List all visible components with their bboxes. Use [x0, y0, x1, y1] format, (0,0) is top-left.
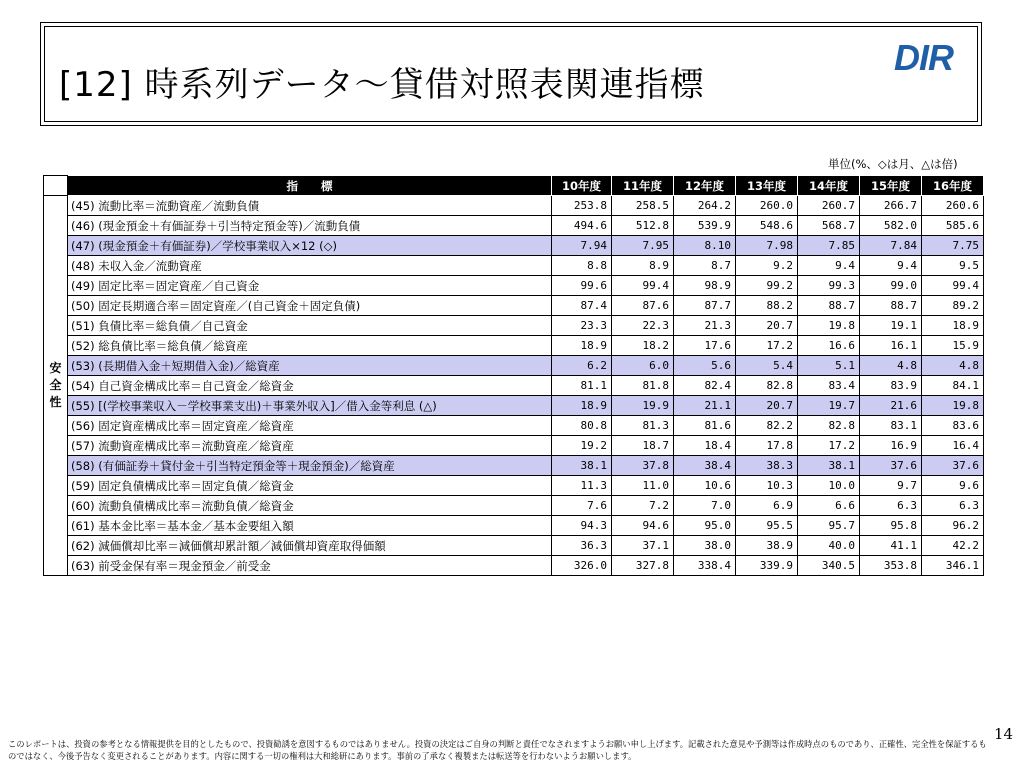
value-cell: 41.1 — [860, 536, 922, 556]
year-header: 16年度 — [922, 176, 984, 196]
value-cell: 37.6 — [922, 456, 984, 476]
title-inner-frame — [44, 26, 978, 122]
value-cell: 338.4 — [674, 556, 736, 576]
value-cell: 42.2 — [922, 536, 984, 556]
value-cell: 20.7 — [736, 396, 798, 416]
value-cell: 339.9 — [736, 556, 798, 576]
dir-logo-text: DIR — [894, 37, 953, 77]
indicator-label: (63) 前受金保有率＝現金預金／前受金 — [68, 556, 552, 576]
indicator-label: (47) (現金預金＋有価証券)／学校事業収入×12 (◇) — [68, 236, 552, 256]
value-cell: 260.6 — [922, 196, 984, 216]
value-cell: 88.7 — [860, 296, 922, 316]
indicator-label: (55) [(学校事業収入－学校事業支出)＋事業外収入]／借入金等利息 (△) — [68, 396, 552, 416]
value-cell: 18.4 — [674, 436, 736, 456]
value-cell: 23.3 — [552, 316, 612, 336]
value-cell: 87.6 — [612, 296, 674, 316]
value-cell: 17.6 — [674, 336, 736, 356]
value-cell: 19.2 — [552, 436, 612, 456]
value-cell: 10.0 — [798, 476, 860, 496]
dir-logo — [892, 37, 968, 77]
unit-note: 単位(%、◇は月、△は倍) — [828, 157, 958, 171]
table-row — [44, 556, 984, 576]
table-row — [44, 356, 984, 376]
indicator-table — [43, 175, 984, 576]
value-cell: 99.6 — [552, 276, 612, 296]
value-cell: 15.9 — [922, 336, 984, 356]
value-cell: 95.7 — [798, 516, 860, 536]
value-cell: 9.5 — [922, 256, 984, 276]
table-row — [44, 216, 984, 236]
value-cell: 7.95 — [612, 236, 674, 256]
value-cell: 20.7 — [736, 316, 798, 336]
category-char: 安 — [49, 361, 62, 375]
value-cell: 327.8 — [612, 556, 674, 576]
indicator-label: (48) 未収入金／流動資産 — [68, 256, 552, 276]
table-row — [44, 296, 984, 316]
value-cell: 19.7 — [798, 396, 860, 416]
indicator-label: (62) 減価償却比率＝減価償却累計額／減価償却資産取得価額 — [68, 536, 552, 556]
value-cell: 7.75 — [922, 236, 984, 256]
title-frame — [40, 22, 982, 126]
value-cell: 87.7 — [674, 296, 736, 316]
value-cell: 9.4 — [860, 256, 922, 276]
value-cell: 98.9 — [674, 276, 736, 296]
value-cell: 10.3 — [736, 476, 798, 496]
value-cell: 18.9 — [922, 316, 984, 336]
value-cell: 10.6 — [674, 476, 736, 496]
value-cell: 11.3 — [552, 476, 612, 496]
table-row — [44, 376, 984, 396]
value-cell: 88.7 — [798, 296, 860, 316]
table-row — [44, 336, 984, 356]
value-cell: 83.6 — [922, 416, 984, 436]
table-row — [44, 196, 984, 216]
value-cell: 19.8 — [798, 316, 860, 336]
disclaimer-footer: このレポートは、投資の参考となる情報提供を目的としたもので、投資勧誘を意図するものではありません。投資の決定はご自身の判断と責任でなされますようお願い申し上げます。記載された意見や予測等は作成時点のものであり、正確性、完全性を保証するものではなく、今後予告なく変更されることがあります。内容に関する一切の権利は大和総研にあります。事前の了承なく複製または転送等を行わないようお願いします。 — [8, 739, 987, 761]
value-cell: 340.5 — [798, 556, 860, 576]
category-char: 全 — [49, 378, 62, 392]
value-cell: 37.6 — [860, 456, 922, 476]
value-cell: 21.3 — [674, 316, 736, 336]
value-cell: 89.2 — [922, 296, 984, 316]
year-header: 11年度 — [612, 176, 674, 196]
value-cell: 7.0 — [674, 496, 736, 516]
value-cell: 346.1 — [922, 556, 984, 576]
value-cell: 80.8 — [552, 416, 612, 436]
value-cell: 539.9 — [674, 216, 736, 236]
value-cell: 38.1 — [552, 456, 612, 476]
value-cell: 4.8 — [922, 356, 984, 376]
indicator-label: (54) 自己資金構成比率＝自己資金／総資金 — [68, 376, 552, 396]
indicator-header: 指 標 — [68, 176, 552, 196]
value-cell: 99.3 — [798, 276, 860, 296]
value-cell: 6.2 — [552, 356, 612, 376]
value-cell: 38.9 — [736, 536, 798, 556]
indicator-label: (51) 負債比率＝総負債／自己資金 — [68, 316, 552, 336]
value-cell: 81.1 — [552, 376, 612, 396]
value-cell: 8.10 — [674, 236, 736, 256]
table-row — [44, 256, 984, 276]
value-cell: 96.2 — [922, 516, 984, 536]
value-cell: 81.3 — [612, 416, 674, 436]
value-cell: 266.7 — [860, 196, 922, 216]
value-cell: 87.4 — [552, 296, 612, 316]
value-cell: 5.1 — [798, 356, 860, 376]
value-cell: 260.0 — [736, 196, 798, 216]
indicator-label: (52) 総負債比率＝総負債／総資産 — [68, 336, 552, 356]
value-cell: 36.3 — [552, 536, 612, 556]
indicator-label: (57) 流動資産構成比率＝流動資産／総資産 — [68, 436, 552, 456]
value-cell: 4.8 — [860, 356, 922, 376]
value-cell: 95.0 — [674, 516, 736, 536]
value-cell: 6.9 — [736, 496, 798, 516]
value-cell: 353.8 — [860, 556, 922, 576]
indicator-label: (60) 流動負債構成比率＝流動負債／総資金 — [68, 496, 552, 516]
value-cell: 17.8 — [736, 436, 798, 456]
value-cell: 82.8 — [798, 416, 860, 436]
value-cell: 9.7 — [860, 476, 922, 496]
value-cell: 18.2 — [612, 336, 674, 356]
table-body — [44, 196, 984, 576]
value-cell: 582.0 — [860, 216, 922, 236]
year-header: 15年度 — [860, 176, 922, 196]
table-row — [44, 416, 984, 436]
value-cell: 258.5 — [612, 196, 674, 216]
value-cell: 7.6 — [552, 496, 612, 516]
value-cell: 83.4 — [798, 376, 860, 396]
value-cell: 8.7 — [674, 256, 736, 276]
page-number: 14 — [994, 725, 1014, 743]
value-cell: 83.1 — [860, 416, 922, 436]
value-cell: 40.0 — [798, 536, 860, 556]
value-cell: 16.6 — [798, 336, 860, 356]
value-cell: 264.2 — [674, 196, 736, 216]
year-header: 12年度 — [674, 176, 736, 196]
page-title: [12] 時系列データ～貸借対照表関連指標 — [59, 65, 705, 105]
indicator-label: (45) 流動比率＝流動資産／流動負債 — [68, 196, 552, 216]
value-cell: 253.8 — [552, 196, 612, 216]
year-header: 14年度 — [798, 176, 860, 196]
value-cell: 8.9 — [612, 256, 674, 276]
value-cell: 99.0 — [860, 276, 922, 296]
table-row — [44, 496, 984, 516]
value-cell: 95.5 — [736, 516, 798, 536]
value-cell: 7.2 — [612, 496, 674, 516]
value-cell: 6.3 — [860, 496, 922, 516]
value-cell: 99.4 — [922, 276, 984, 296]
value-cell: 16.4 — [922, 436, 984, 456]
value-cell: 5.4 — [736, 356, 798, 376]
table-row — [44, 396, 984, 416]
table-row — [44, 436, 984, 456]
value-cell: 99.4 — [612, 276, 674, 296]
value-cell: 9.6 — [922, 476, 984, 496]
table-row — [44, 476, 984, 496]
value-cell: 326.0 — [552, 556, 612, 576]
category-cell-safety — [44, 196, 68, 576]
year-header: 10年度 — [552, 176, 612, 196]
value-cell: 94.6 — [612, 516, 674, 536]
value-cell: 9.2 — [736, 256, 798, 276]
indicator-label: (53) (長期借入金＋短期借入金)／総資産 — [68, 356, 552, 376]
value-cell: 94.3 — [552, 516, 612, 536]
value-cell: 512.8 — [612, 216, 674, 236]
value-cell: 21.6 — [860, 396, 922, 416]
table-row — [44, 536, 984, 556]
value-cell: 22.3 — [612, 316, 674, 336]
value-cell: 99.2 — [736, 276, 798, 296]
value-cell: 6.6 — [798, 496, 860, 516]
value-cell: 260.7 — [798, 196, 860, 216]
value-cell: 81.8 — [612, 376, 674, 396]
value-cell: 6.0 — [612, 356, 674, 376]
value-cell: 7.85 — [798, 236, 860, 256]
table-row — [44, 516, 984, 536]
indicator-label: (58) (有価証券＋貸付金＋引当特定預金等＋現金預金)／総資産 — [68, 456, 552, 476]
value-cell: 88.2 — [736, 296, 798, 316]
indicator-label: (56) 固定資産構成比率＝固定資産／総資産 — [68, 416, 552, 436]
value-cell: 19.9 — [612, 396, 674, 416]
value-cell: 11.0 — [612, 476, 674, 496]
value-cell: 9.4 — [798, 256, 860, 276]
value-cell: 19.1 — [860, 316, 922, 336]
value-cell: 21.1 — [674, 396, 736, 416]
value-cell: 585.6 — [922, 216, 984, 236]
table-header-row — [44, 176, 984, 196]
value-cell: 18.9 — [552, 396, 612, 416]
indicator-label: (59) 固定負債構成比率＝固定負債／総資金 — [68, 476, 552, 496]
value-cell: 18.9 — [552, 336, 612, 356]
value-cell: 18.7 — [612, 436, 674, 456]
value-cell: 83.9 — [860, 376, 922, 396]
value-cell: 16.9 — [860, 436, 922, 456]
value-cell: 38.0 — [674, 536, 736, 556]
table-row — [44, 316, 984, 336]
indicator-label: (46) (現金預金＋有価証券＋引当特定預金等)／流動負債 — [68, 216, 552, 236]
value-cell: 7.94 — [552, 236, 612, 256]
value-cell: 8.8 — [552, 256, 612, 276]
value-cell: 17.2 — [736, 336, 798, 356]
value-cell: 81.6 — [674, 416, 736, 436]
value-cell: 19.8 — [922, 396, 984, 416]
value-cell: 82.8 — [736, 376, 798, 396]
value-cell: 548.6 — [736, 216, 798, 236]
value-cell: 7.98 — [736, 236, 798, 256]
value-cell: 84.1 — [922, 376, 984, 396]
value-cell: 568.7 — [798, 216, 860, 236]
value-cell: 6.3 — [922, 496, 984, 516]
value-cell: 17.2 — [798, 436, 860, 456]
value-cell: 5.6 — [674, 356, 736, 376]
value-cell: 494.6 — [552, 216, 612, 236]
value-cell: 7.84 — [860, 236, 922, 256]
value-cell: 82.2 — [736, 416, 798, 436]
value-cell: 38.3 — [736, 456, 798, 476]
value-cell: 38.1 — [798, 456, 860, 476]
indicator-label: (61) 基本金比率＝基本金／基本金要組入額 — [68, 516, 552, 536]
value-cell: 37.8 — [612, 456, 674, 476]
value-cell: 38.4 — [674, 456, 736, 476]
table-row — [44, 236, 984, 256]
value-cell: 16.1 — [860, 336, 922, 356]
indicator-label: (49) 固定比率＝固定資産／自己資金 — [68, 276, 552, 296]
indicator-label: (50) 固定長期適合率＝固定資産／(自己資金＋固定負債) — [68, 296, 552, 316]
category-char: 性 — [49, 395, 62, 409]
table-row — [44, 456, 984, 476]
value-cell: 95.8 — [860, 516, 922, 536]
year-header: 13年度 — [736, 176, 798, 196]
table-row — [44, 276, 984, 296]
value-cell: 82.4 — [674, 376, 736, 396]
value-cell: 37.1 — [612, 536, 674, 556]
header-blank-cell — [44, 176, 68, 196]
